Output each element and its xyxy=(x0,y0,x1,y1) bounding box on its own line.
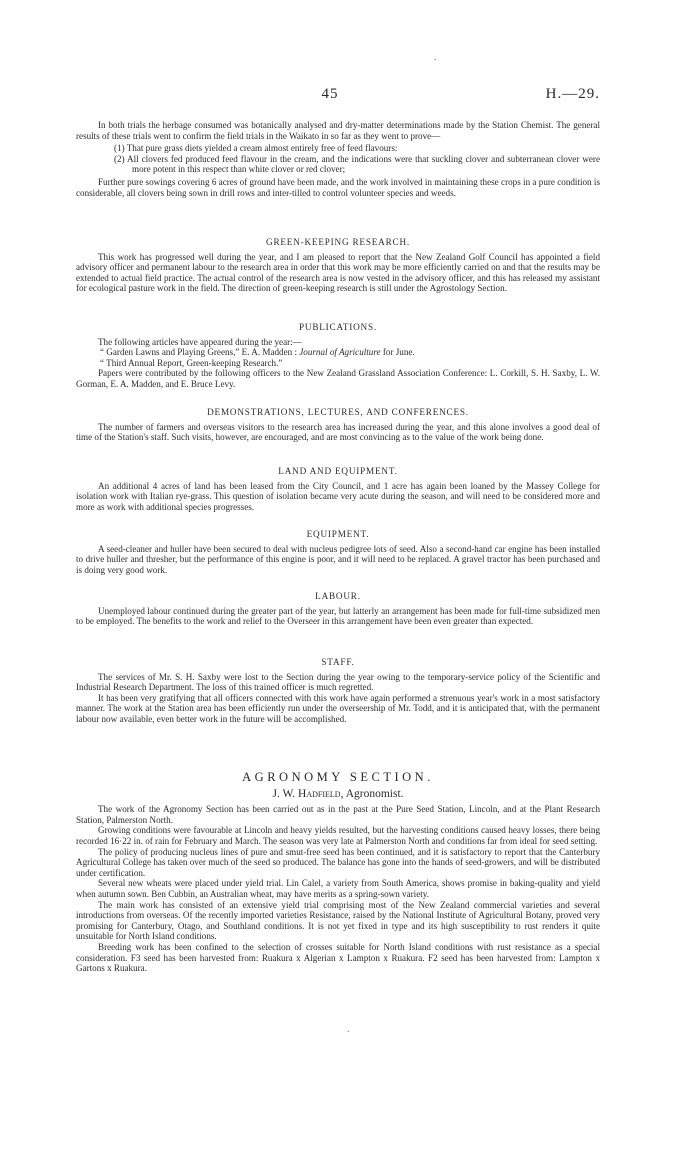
paragraph: The main work has consisted of an extensive yield trial comprising most of the New Zealand commercial varieties and several introductions from overseas. Of the recently imported varieties Resistance, raised by the National Institute of Agricultural Botany, proved very promising for Canterbury, Otago, and Southland conditions. It is not yet fixed in type and its high susceptibility to rust renders it quite unsuitable for North Island conditions. xyxy=(76,899,600,942)
section-heading: EQUIPMENT. xyxy=(306,529,370,539)
paragraph: This work has progressed well during the year, and I am pleased to report that the New Zealand Golf Council has appointed a field advisory officer and permanent labour to the research area in order that this work may be more efficiently carried on and that the results may be extended to actual field practice. The actual control of the research area is now vested in the advisory officer, and this has released my assistant for ecological pasture work in the field. The direction of green-keeping research is still under the Agrostology Section. xyxy=(76,251,600,294)
publication-entry xyxy=(76,347,600,358)
page-number: 45 xyxy=(321,86,339,102)
green-keeping-section xyxy=(76,237,600,294)
section-heading: DEMONSTRATIONS, LECTURES, AND CONFERENCES. xyxy=(207,407,469,417)
staff-section xyxy=(76,657,600,725)
paragraph: The services of Mr. S. H. Saxby were lost to the Section during the year owing to the temporary-service policy of the Scientific and Industrial Research Department. The loss of this trained officer is much regretted. xyxy=(76,671,600,693)
publication-title: “ Garden Lawns and Playing Greens,” E. A. Madden : xyxy=(100,347,300,358)
author-role: , Agronomist. xyxy=(340,787,404,800)
paragraph: Unemployed labour continued during the greater part of the year, but latterly an arrangement has been made for full-time subsidized men to be employed. The benefits to the work and relief to the Overseer in this arrangement have been even greater than expected. xyxy=(76,605,600,627)
section-heading: LABOUR. xyxy=(315,591,361,601)
agronomy-section xyxy=(76,772,600,974)
journal-name: Journal of Agriculture xyxy=(299,347,381,358)
bottom-mark: . xyxy=(347,1024,350,1035)
paragraph: The work of the Agronomy Section has been carried out as in the past at the Pure Seed Station, Lincoln, and at the Plant Research Station, Palmerston North. xyxy=(76,804,600,825)
paragraph: In both trials the herbage consumed was botanically analysed and dry-matter determinations made by the Station Chemist. The general results of these trials went to confirm the field trials in the Waikato in so far as they went to prove— xyxy=(76,120,600,141)
author-line xyxy=(76,789,600,800)
intro-block xyxy=(76,120,600,198)
paper-reference: H.—29. xyxy=(545,86,600,102)
publication-date: for June. xyxy=(380,347,415,358)
section-title: AGRONOMY SECTION. xyxy=(242,770,434,784)
paragraph: An additional 4 acres of land has been leased from the City Council, and 1 acre has again been loaned by the Massey College for isolation work with Italian rye-grass. This question of isolation became very acute during the season, and will need to be considered more and more as work with additional species progresses. xyxy=(76,480,600,512)
list-item: (1) That pure grass diets yielded a cream almost entirely free of feed flavours: xyxy=(114,143,398,154)
paragraph: The number of farmers and overseas visitors to the research area has increased during the year, and this alone involves a good deal of time of the Station's staff. Such visits, however, are encouraged, and are most convincing as to the value of the work being done. xyxy=(76,421,600,443)
demonstrations-section xyxy=(76,407,600,443)
equipment-section xyxy=(76,529,600,575)
section-heading: STAFF. xyxy=(321,657,355,667)
publication-entry: “ Third Annual Report, Green-keeping Research.” xyxy=(100,357,283,368)
list-item: (2) All clovers fed produced feed flavour in the cream, and the indications were that suckling clover and subterranean clover were more potent in this respect than white clover or red clover; xyxy=(114,153,600,175)
section-heading: GREEN-KEEPING RESEARCH. xyxy=(266,237,410,247)
author-initials: J. W. xyxy=(272,787,299,800)
paragraph: The policy of producing nucleus lines of pure and smut-free seed has been continued, and it is satisfactory to report that the Canterbury Agricultural College has taken over much of the seed so produced. The balance has gone into the hands of seed-growers, and will be distributed under certification. xyxy=(76,846,600,878)
paragraph: Several new wheats were placed under yield trial. Lin Calel, a variety from South America, shows promise in baking-quality and yield when autumn sown. Ben Cubbin, an Australian wheat, may have merits as a spring-sown variety. xyxy=(76,878,600,899)
paragraph: Breeding work has been confined to the selection of crosses suitable for North Island conditions with rust resistance as a special consideration. F3 seed has been harvested from: Ruakura x Algerian x Lampton x Ruakura. F2 seed has been harvested from: Lampton x Gartons x Ruakura. xyxy=(76,941,600,974)
paragraph: A seed-cleaner and huller have been secured to deal with nucleus pedigree lots of seed. Also a second-hand car engine has been installed to drive huller and thresher, but the performance of this engine is poor, and it will need to be replaced. A gravel tractor has been purchased and is doing very good work. xyxy=(76,543,600,575)
paragraph: Growing conditions were favourable at Lincoln and heavy yields resulted, but the harvesting conditions caused heavy losses, there being recorded 16·22 in. of rain for February and March. The season was very late at Palmerston North and conditions far from ideal for seed setting. xyxy=(76,825,600,846)
paragraph: Papers were contributed by the following officers to the New Zealand Grassland Association Conference: L. Corkill, S. H. Saxby, L. W. Gorman, E. A. Madden, and E. Bruce Levy. xyxy=(76,368,600,389)
paragraph: It has been very gratifying that all officers connected with this work have again performed a strenuous year's work in a most satisfactory manner. The work at the Station area has been efficiently run under the overseership of Mr. Todd, and it is anticipated that, with the permanent labour now available, even better work in the future will be accomplished. xyxy=(76,692,600,724)
author-surname: Hadfield xyxy=(298,787,341,800)
land-section xyxy=(76,466,600,512)
page-header xyxy=(60,86,600,106)
section-heading: LAND AND EQUIPMENT. xyxy=(278,466,398,476)
labour-section xyxy=(76,591,600,627)
paragraph: The following articles have appeared during the year:— xyxy=(98,336,302,347)
top-mark: . xyxy=(434,52,437,63)
paragraph: Further pure sowings covering 6 acres of ground have been made, and the work involved in maintaining these crops in a pure condition is considerable, all clovers being sown in drill rows and inter-tilled to control volunteer species and weeds. xyxy=(76,176,600,198)
section-heading: PUBLICATIONS. xyxy=(298,322,378,332)
publications-section xyxy=(76,322,600,390)
